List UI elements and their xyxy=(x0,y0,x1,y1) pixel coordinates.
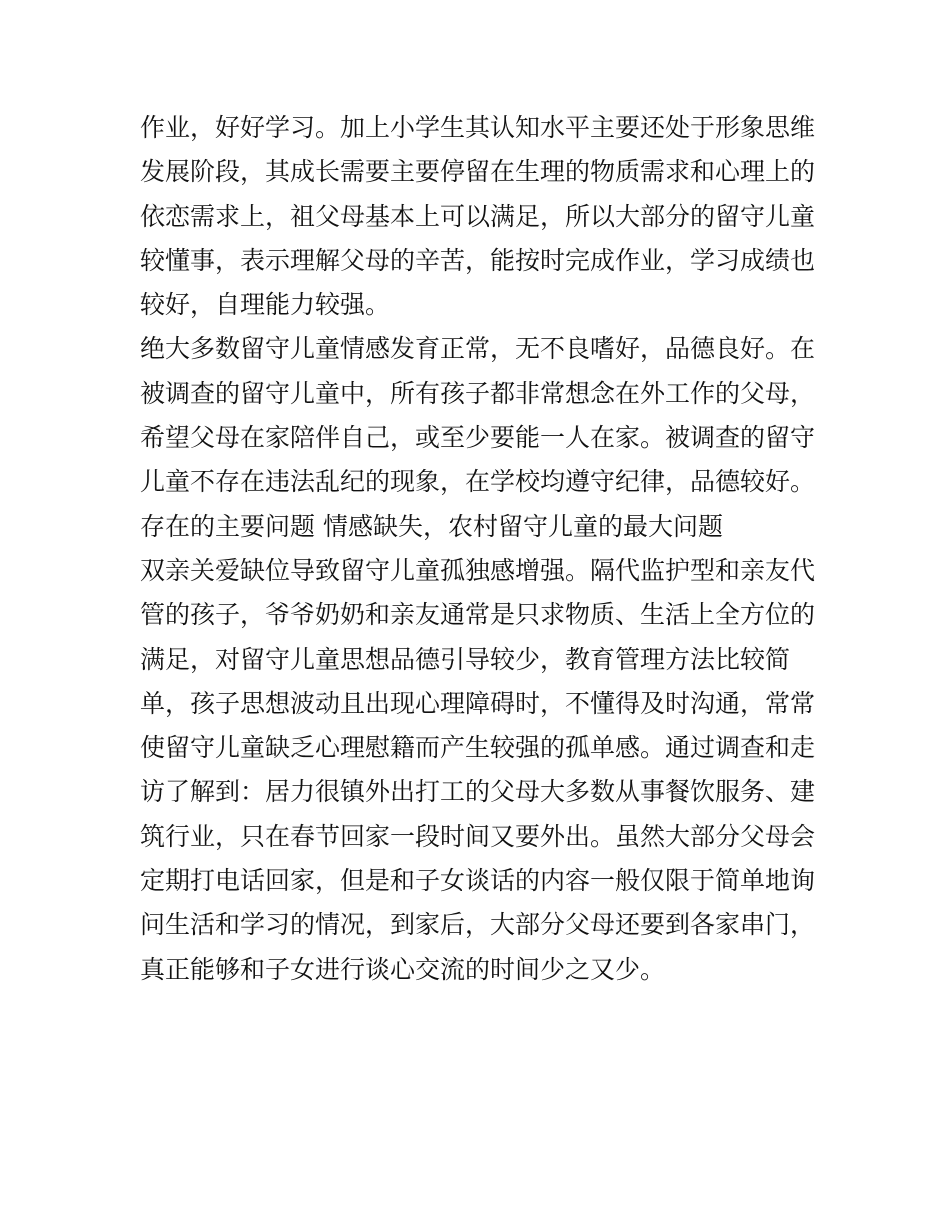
text-line: 被调查的留守儿童中，所有孩子都非常想念在外工作的父母， xyxy=(140,378,816,408)
text-line: 作业，好好学习。加上小学生其认知水平主要还处于形象思维 xyxy=(140,113,816,142)
text-line: 存在的主要问题 情感缺失，农村留守儿童的最大问题 xyxy=(140,511,723,541)
text-line: 管的孩子，爷爷奶奶和亲友通常是只求物质、生活上全方位的 xyxy=(140,600,816,630)
text-line: 筑行业，只在春节回家一段时间又要外出。虽然大部分父母会 xyxy=(140,821,816,851)
text-line: 较好，自理能力较强。 xyxy=(140,290,391,320)
text-line: 真正能够和子女进行谈心交流的时间少之又少。 xyxy=(140,954,666,984)
text-line: 双亲关爱缺位导致留守儿童孤独感增强。隔代监护型和亲友代 xyxy=(140,555,816,585)
text-line: 儿童不存在违法乱纪的现象，在学校均遵守纪律，品德较好。 xyxy=(140,467,816,497)
text-line: 绝大多数留守儿童情感发育正常，无不良嗜好，品德良好。在 xyxy=(140,334,816,364)
text-line: 定期打电话回家，但是和子女谈话的内容一般仅限于简单地询 xyxy=(140,866,816,896)
text-line: 问生活和学习的情况，到家后，大部分父母还要到各家串门， xyxy=(140,910,816,940)
text-line: 单，孩子思想波动且出现心理障碍时，不懂得及时沟通，常常 xyxy=(140,688,816,718)
text-line: 满足，对留守儿童思想品德引导较少，教育管理方法比较简 xyxy=(140,644,791,674)
text-line: 希望父母在家陪伴自己，或至少要能一人在家。被调查的留守 xyxy=(140,423,816,453)
text-line: 依恋需求上，祖父母基本上可以满足，所以大部分的留守儿童 xyxy=(140,201,816,231)
text-line: 较懂事，表示理解父母的辛苦，能按时完成作业，学习成绩也 xyxy=(140,245,816,275)
text-line: 发展阶段，其成长需要主要停留在生理的物质需求和心理上的 xyxy=(140,157,816,187)
text-line: 访了解到：居力很镇外出打工的父母大多数从事餐饮服务、建 xyxy=(140,777,816,807)
text-line: 使留守儿童缺乏心理慰籍而产生较强的孤单感。通过调查和走 xyxy=(140,733,816,763)
body-text xyxy=(140,106,830,992)
